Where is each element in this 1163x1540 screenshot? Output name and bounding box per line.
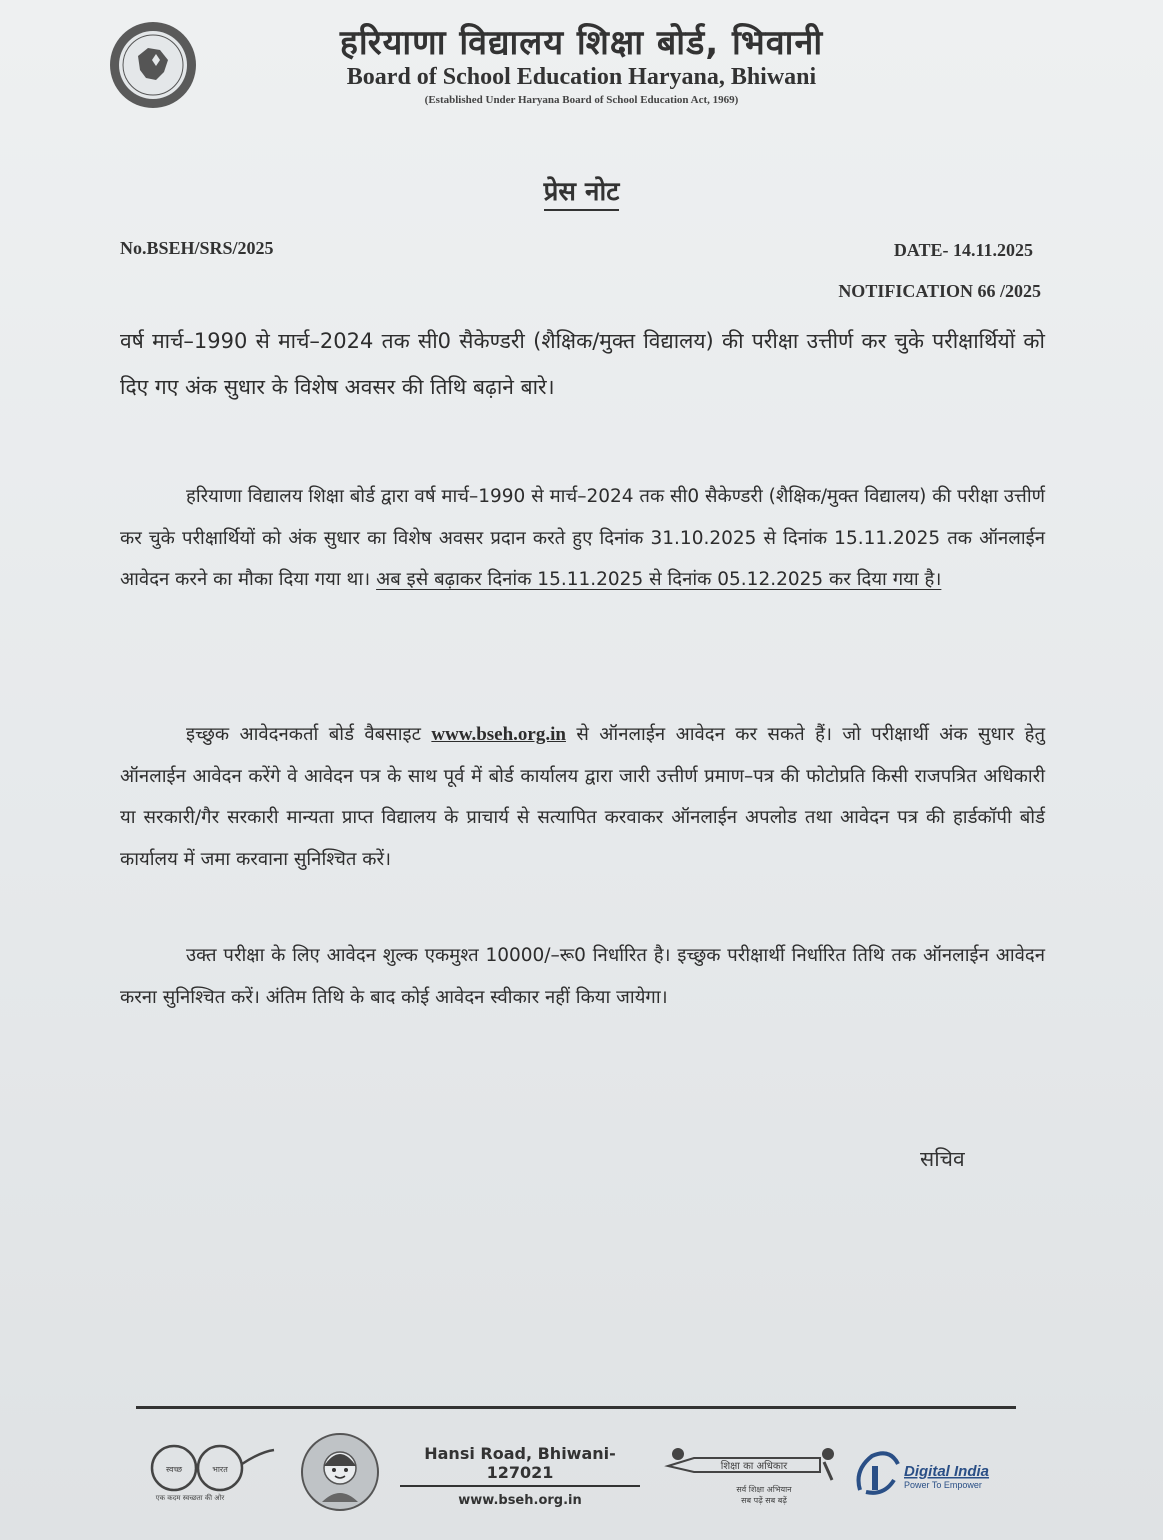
- footer-address: Hansi Road, Bhiwani-127021: [400, 1444, 640, 1487]
- paragraph-2-intro: इच्छुक आवेदनकर्ता बोर्ड वैबसाइट: [186, 724, 421, 745]
- signatory-title: सचिव: [920, 1147, 965, 1171]
- footer-website[interactable]: www.bseh.org.in: [458, 1493, 582, 1508]
- paragraph-1-text: हरियाणा विद्यालय शिक्षा बोर्ड द्वारा वर्ष मार्च–1990 से मार्च–2024 तक सी0 सैकेण्डरी (शैक्षिक/मुक्त विद्यालय) की परीक्षा उत्तीर्ण कर चुके परीक्षार्थियों को अंक सुधार का विशेष अवसर प्रदान करते हुए दिनांक 31.10.2025 से दिनांक 15.11.2025 तक ऑनलाईन आवेदन करने का मौका दिया गया था।: [120, 486, 1045, 590]
- footer-divider: [136, 1406, 1016, 1409]
- extension-highlight: अब इसे बढ़ाकर दिनांक 15.11.2025 से दिनांक 05.12.2025 कर दिया गया है।: [376, 569, 942, 590]
- document-date: DATE- 14.11.2025: [893, 240, 1033, 260]
- paragraph-1: [120, 476, 1045, 601]
- swachh-right-label: भारत: [212, 1465, 228, 1474]
- swachh-tagline: एक कदम स्वच्छता की ओर: [155, 1494, 225, 1502]
- digital-india-wordmark: Digital India: [904, 1463, 990, 1480]
- paragraph-3: [120, 935, 1045, 1018]
- beti-bachao-logo: [300, 1432, 380, 1512]
- established-act-line: (Established Under Haryana Board of School Education Act, 1969): [424, 94, 739, 106]
- subject-line: वर्ष मार्च–1990 से मार्च–2024 तक सी0 सैकेण्डरी (शैक्षिक/मुक्त विद्यालय) की परीक्षा उत्तीर्ण कर चुके परीक्षार्थियों को दिए गए अंक सुधार के विशेष अवसर की तिथि बढ़ाने बारे।: [120, 329, 1045, 399]
- board-title-english: Board of School Education Haryana, Bhiwani: [346, 64, 817, 90]
- swachh-bharat-logo: [132, 1442, 282, 1502]
- paragraph-2: [120, 714, 1045, 880]
- digital-india-tagline: Power To Empower: [904, 1480, 982, 1490]
- footer-address-block: [400, 1444, 640, 1508]
- press-note-heading-text: प्रेस नोट: [544, 177, 620, 211]
- ssa-title: शिक्षा का अधिकार: [720, 1461, 788, 1472]
- swachh-left-label: स्वच्छ: [165, 1465, 183, 1474]
- reference-number: No.BSEH/SRS/2025: [120, 238, 274, 258]
- board-title-hindi: हरियाणा विद्यालय शिक्षा बोर्ड, भिवानी: [339, 23, 824, 63]
- board-website-link[interactable]: www.bseh.org.in: [431, 724, 566, 745]
- sarva-shiksha-abhiyan-logo: [664, 1440, 844, 1510]
- digital-india-logo: [850, 1446, 1010, 1502]
- paragraph-2-text: से ऑनलाईन आवेदन कर सकते हैं। जो परीक्षार्थी अंक सुधार हेतु ऑनलाईन आवेदन करेंगे वे आवेदन पत्र के साथ पूर्व में बोर्ड कार्यालय द्वारा जारी उत्तीर्ण प्रमाण–पत्र की फोटोप्रति किसी राजपत्रित अधिकारी या सरकारी/गैर सरकारी मान्यता प्राप्त विद्यालय के प्राचार्य से सत्यापित करवाकर ऑनलाईन अपलोड तथा आवेदन पत्र की हार्डकॉपी बोर्ड कार्यालय में जमा करवाना सुनिश्चित करें।: [120, 724, 1046, 870]
- ssa-line-1: सर्व शिक्षा अभियान: [736, 1485, 792, 1494]
- paragraph-3-text: उक्त परीक्षा के लिए आवेदन शुल्क एकमुश्त 10000/–रू0 निर्धारित है। इच्छुक परीक्षार्थी निर्धारित तिथि तक ऑनलाईन आवेदन करना सुनिश्चित करें। अंतिम तिथि के बाद कोई आवेदन स्वीकार नहीं किया जायेगा।: [120, 945, 1045, 1008]
- ssa-line-2: सब पढ़ें सब बढ़ें: [741, 1496, 787, 1505]
- notification-number: NOTIFICATION 66 /2025: [838, 281, 1041, 301]
- press-note-heading: [0, 172, 1163, 208]
